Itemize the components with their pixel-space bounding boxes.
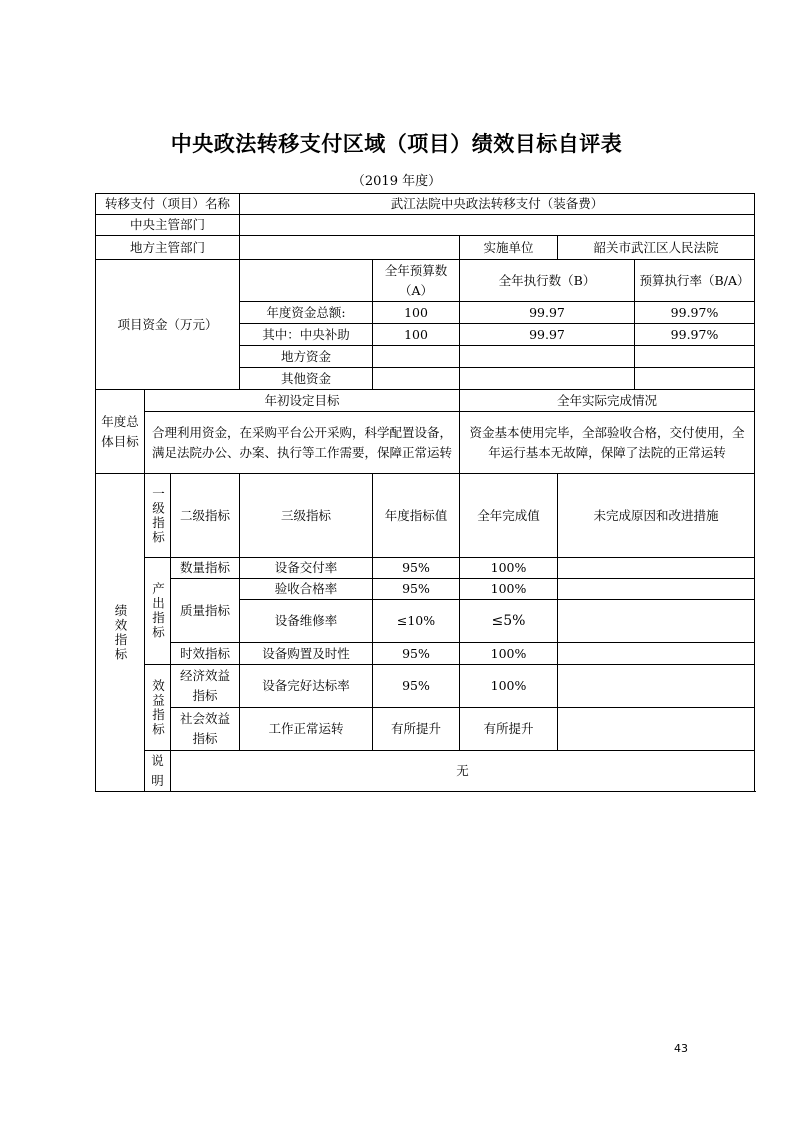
- goals-header-row: [96, 390, 755, 412]
- economic-indicator: 经济效益指标: [171, 665, 240, 708]
- funds-col-rate: 预算执行率（B/A）: [635, 260, 755, 302]
- indicator-target: 有所提升: [373, 708, 460, 751]
- fund-name: 地方资金: [240, 346, 373, 368]
- fund-exec: 99.97: [460, 302, 635, 324]
- funds-blank-header: [240, 260, 373, 302]
- year-subtitle: （2019 年度）: [351, 174, 442, 189]
- indicators-label: 绩效指标: [96, 474, 145, 792]
- impl-unit-value: 韶关市武江区人民法院: [558, 236, 755, 260]
- target-header: 年度指标值: [373, 474, 460, 558]
- indicator-target: 95%: [373, 579, 460, 600]
- indicator-name: 设备完好达标率: [240, 665, 373, 708]
- effect-indicators-label: 效益指标: [145, 665, 171, 751]
- funds-col-exec: 全年执行数（B）: [460, 260, 635, 302]
- indicator-reason: [558, 600, 755, 643]
- funds-header-row: [96, 260, 755, 302]
- project-name-value: 武江法院中央政法转移支付（装备费）: [240, 194, 755, 215]
- fund-exec: [460, 346, 635, 368]
- indicator-reason: [558, 579, 755, 600]
- indicator-row: [96, 708, 755, 751]
- indicator-name: 验收合格率: [240, 579, 373, 600]
- goals-label: 年度总体目标: [96, 390, 145, 474]
- done-header: 全年完成值: [460, 474, 558, 558]
- indicator-row: [96, 558, 755, 579]
- central-dept-label: 中央主管部门: [96, 215, 240, 236]
- indicator-row: [96, 643, 755, 665]
- fund-budget: 100: [373, 302, 460, 324]
- fund-budget: [373, 346, 460, 368]
- indicator-reason: [558, 708, 755, 751]
- central-dept-row: [96, 215, 755, 236]
- local-dept-value: [240, 236, 460, 260]
- fund-exec: [460, 368, 635, 390]
- impl-unit-label: 实施单位: [460, 236, 558, 260]
- social-indicator: 社会效益指标: [171, 708, 240, 751]
- funds-label: 项目资金（万元）: [96, 260, 240, 390]
- indicator-done: 有所提升: [460, 708, 558, 751]
- note-label: 说明: [145, 751, 171, 792]
- note-value: 无: [171, 751, 755, 792]
- indicator-done: 100%: [460, 558, 558, 579]
- indicator-done: 100%: [460, 579, 558, 600]
- level3-header: 三级指标: [240, 474, 373, 558]
- funds-col-budget: 全年预算数（A）: [373, 260, 460, 302]
- fund-rate: [635, 346, 755, 368]
- indicator-name: 工作正常运转: [240, 708, 373, 751]
- local-dept-label: 地方主管部门: [96, 236, 240, 260]
- fund-name: 其他资金: [240, 368, 373, 390]
- reason-header: 未完成原因和改进措施: [558, 474, 755, 558]
- indicator-target: 95%: [373, 665, 460, 708]
- project-name-label: 转移支付（项目）名称: [96, 194, 240, 215]
- fund-rate: [635, 368, 755, 390]
- fund-budget: 100: [373, 324, 460, 346]
- indicator-reason: [558, 643, 755, 665]
- fund-rate: 99.97%: [635, 302, 755, 324]
- indicator-name: 设备购置及时性: [240, 643, 373, 665]
- local-dept-row: [96, 236, 755, 260]
- indicator-done: 100%: [460, 643, 558, 665]
- indicator-done: 100%: [460, 665, 558, 708]
- indicator-name: 设备维修率: [240, 600, 373, 643]
- page-number: 43: [674, 1042, 688, 1055]
- level2-header: 二级指标: [171, 474, 240, 558]
- project-name-row: [96, 194, 755, 215]
- indicator-target: 95%: [373, 643, 460, 665]
- indicator-target: ≤10%: [373, 600, 460, 643]
- note-row: [96, 751, 755, 792]
- quality-indicator: 质量指标: [171, 579, 240, 643]
- fund-name: 其中：中央补助: [240, 324, 373, 346]
- goals-actual-header: 全年实际完成情况: [460, 390, 755, 412]
- goals-actual: 资金基本使用完毕，全部验收合格，交付使用，全年运行基本无故障，保障了法院的正常运转: [460, 412, 755, 474]
- indicator-reason: [558, 665, 755, 708]
- quantity-indicator: 数量指标: [171, 558, 240, 579]
- indicator-row: [96, 579, 755, 600]
- indicator-target: 95%: [373, 558, 460, 579]
- timeliness-indicator: 时效指标: [171, 643, 240, 665]
- central-dept-value: [240, 215, 755, 236]
- fund-exec: 99.97: [460, 324, 635, 346]
- fund-budget: [373, 368, 460, 390]
- fund-name: 年度资金总额:: [240, 302, 373, 324]
- output-indicators-label: 产出指标: [145, 558, 171, 665]
- indicator-reason: [558, 558, 755, 579]
- goals-row: [96, 412, 755, 474]
- indicator-row: [96, 665, 755, 708]
- evaluation-table: [95, 193, 755, 792]
- indicator-done: ≤5%: [460, 600, 558, 643]
- fund-rate: 99.97%: [635, 324, 755, 346]
- indicators-header-row: [96, 474, 755, 558]
- indicator-name: 设备交付率: [240, 558, 373, 579]
- page-title: 中央政法转移支付区域（项目）绩效目标自评表: [170, 132, 623, 156]
- goals-planned-header: 年初设定目标: [145, 390, 460, 412]
- goals-planned: 合理利用资金，在采购平台公开采购，科学配置设备，满足法院办公、办案、执行等工作需要，保障正常运转: [145, 412, 460, 474]
- level1-header: 一级指标: [145, 474, 171, 558]
